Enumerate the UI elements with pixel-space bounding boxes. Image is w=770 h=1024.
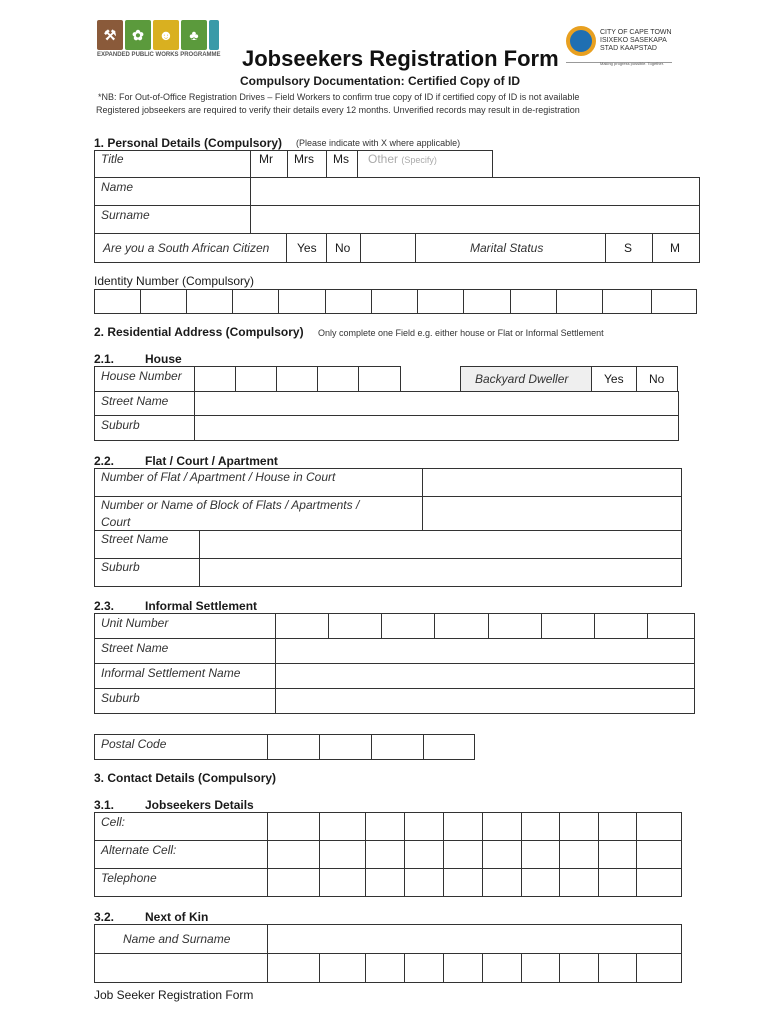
alt-cell-digit[interactable] xyxy=(365,840,405,869)
mr-label: Mr xyxy=(259,152,273,166)
flat-street-label: Street Name xyxy=(101,532,169,546)
alt-cell-digit[interactable] xyxy=(267,840,320,869)
s23-number: 2.3. xyxy=(94,599,115,613)
kin-phone-label-cell xyxy=(94,953,268,983)
s32-title: Next of Kin xyxy=(145,910,209,924)
id-digit-1[interactable] xyxy=(94,289,141,314)
cell-digit[interactable] xyxy=(404,812,444,841)
unit-number-label: Unit Number xyxy=(101,616,169,630)
epwp-caption: EXPANDED PUBLIC WORKS PROGRAMME xyxy=(97,52,221,58)
postal-digit-3[interactable] xyxy=(371,734,424,760)
cct-name-line2: ISIXEKO SASEKAPA xyxy=(600,37,667,44)
s21-number: 2.1. xyxy=(94,352,115,366)
id-label: Identity Number (Compulsory) xyxy=(94,274,255,288)
cct-name-line1: CITY OF CAPE TOWN xyxy=(600,29,672,36)
footer-text: Job Seeker Registration Form xyxy=(94,988,254,1002)
telephone-digit[interactable] xyxy=(319,868,366,897)
citizen-no-label: No xyxy=(335,241,351,255)
s22-number: 2.2. xyxy=(94,454,115,468)
id-digit-11[interactable] xyxy=(556,289,603,314)
name-label: Name xyxy=(101,180,134,194)
kin-phone-digit[interactable] xyxy=(319,953,366,983)
unit-digit-1[interactable] xyxy=(275,613,329,639)
unit-digit-2[interactable] xyxy=(328,613,382,639)
epwp-tile-person-icon: ☻ xyxy=(153,20,179,50)
s31-title: Jobseekers Details xyxy=(145,798,254,812)
cell-label: Cell: xyxy=(101,815,126,829)
name-field[interactable] xyxy=(250,177,700,206)
section3-heading: 3. Contact Details (Compulsory) xyxy=(94,771,277,785)
section2-heading: 2. Residential Address (Compulsory) xyxy=(94,325,304,339)
alt-cell-digit[interactable] xyxy=(319,840,366,869)
kin-phone-digit[interactable] xyxy=(482,953,522,983)
citizen-label: Are you a South African Citizen xyxy=(103,241,270,255)
house-street-label: Street Name xyxy=(101,394,169,408)
house-digit-5[interactable] xyxy=(358,366,401,392)
backyard-label: Backyard Dweller xyxy=(475,372,569,386)
informal-name-label: Informal Settlement Name xyxy=(101,666,241,680)
cell-digit[interactable] xyxy=(365,812,405,841)
unit-digit-7[interactable] xyxy=(594,613,648,639)
kin-name-field[interactable] xyxy=(267,924,682,954)
telephone-digit[interactable] xyxy=(636,868,682,897)
other-text: Other xyxy=(368,152,399,166)
alt-cell-digit[interactable] xyxy=(482,840,522,869)
unit-digit-5[interactable] xyxy=(488,613,542,639)
telephone-label: Telephone xyxy=(101,871,157,885)
cell-digit[interactable] xyxy=(443,812,483,841)
postal-digit-2[interactable] xyxy=(319,734,372,760)
alt-cell-digit[interactable] xyxy=(636,840,682,869)
alt-cell-digit[interactable] xyxy=(598,840,637,869)
telephone-digit[interactable] xyxy=(521,868,560,897)
house-digit-1[interactable] xyxy=(194,366,236,392)
telephone-digit[interactable] xyxy=(267,868,320,897)
block-field[interactable] xyxy=(422,496,682,531)
cct-emblem-icon xyxy=(566,26,596,56)
alt-cell-digit[interactable] xyxy=(443,840,483,869)
cell-digit[interactable] xyxy=(521,812,560,841)
backyard-no-label: No xyxy=(649,372,665,386)
id-digit-12[interactable] xyxy=(602,289,652,314)
epwp-tile-tree-icon: ♣ xyxy=(181,20,207,50)
alt-cell-digit[interactable] xyxy=(559,840,599,869)
house-number-label: House Number xyxy=(101,369,182,383)
mrs-label: Mrs xyxy=(294,152,314,166)
marital-single-label: S xyxy=(624,241,633,255)
cell-digit[interactable] xyxy=(559,812,599,841)
citizen-yes-label: Yes xyxy=(297,241,317,255)
telephone-digit[interactable] xyxy=(365,868,405,897)
id-digit-7[interactable] xyxy=(371,289,418,314)
unit-digit-4[interactable] xyxy=(434,613,489,639)
informal-street-field[interactable] xyxy=(275,638,695,664)
alt-cell-digit[interactable] xyxy=(404,840,444,869)
telephone-digit[interactable] xyxy=(482,868,522,897)
backyard-yes-label: Yes xyxy=(604,372,624,386)
unit-digit-3[interactable] xyxy=(381,613,435,639)
flat-street-field[interactable] xyxy=(199,530,682,559)
telephone-digit[interactable] xyxy=(443,868,483,897)
informal-suburb-label: Suburb xyxy=(101,691,140,705)
flat-number-field[interactable] xyxy=(422,468,682,497)
surname-field[interactable] xyxy=(250,205,700,234)
specify-text: (Specify) xyxy=(401,155,437,165)
s31-number: 3.1. xyxy=(94,798,115,812)
s22-title: Flat / Court / Apartment xyxy=(145,454,278,468)
marital-label: Marital Status xyxy=(470,241,544,255)
epwp-tile-tools-icon: ⚒ xyxy=(97,20,123,50)
block-label-line1: Number or Name of Block of Flats / Apartments / xyxy=(101,498,360,512)
kin-phone-digit[interactable] xyxy=(598,953,637,983)
cct-name-line3: STAD KAAPSTAD xyxy=(600,45,657,52)
citizen-blank-cell[interactable] xyxy=(360,233,416,263)
informal-suburb-field[interactable] xyxy=(275,688,695,714)
postal-digit-1[interactable] xyxy=(267,734,320,760)
flat-number-label: Number of Flat / Apartment / House in Court xyxy=(101,470,336,484)
unit-digit-8[interactable] xyxy=(647,613,695,639)
house-street-field[interactable] xyxy=(194,391,679,416)
marital-married-label: M xyxy=(670,241,680,255)
s32-number: 3.2. xyxy=(94,910,115,924)
subtitle: Compulsory Documentation: Certified Copy of ID xyxy=(240,74,521,88)
cell-digit[interactable] xyxy=(267,812,320,841)
s21-title: House xyxy=(145,352,182,366)
telephone-digit[interactable] xyxy=(404,868,444,897)
epwp-tile-leaf-icon: ✿ xyxy=(125,20,151,50)
cct-tagline: Making progress possible. Together. xyxy=(600,61,664,66)
kin-phone-digit[interactable] xyxy=(404,953,444,983)
alt-cell-digit[interactable] xyxy=(521,840,560,869)
informal-name-field[interactable] xyxy=(275,663,695,689)
alt-cell-label: Alternate Cell: xyxy=(101,843,177,857)
block-label-line2: Court xyxy=(101,515,131,529)
kin-phone-digit[interactable] xyxy=(443,953,483,983)
id-digit-6[interactable] xyxy=(325,289,372,314)
house-digit-4[interactable] xyxy=(317,366,359,392)
kin-phone-digit[interactable] xyxy=(559,953,599,983)
section1-heading: 1. Personal Details (Compulsory) xyxy=(94,136,283,150)
id-digit-8[interactable] xyxy=(417,289,464,314)
nb-line-2: Registered jobseekers are required to verify their details every 12 months. Unverified records may result in de-registration xyxy=(96,105,580,115)
id-digit-2[interactable] xyxy=(140,289,187,314)
section1-note: (Please indicate with X where applicable) xyxy=(296,138,461,148)
unit-digit-6[interactable] xyxy=(541,613,595,639)
house-digit-2[interactable] xyxy=(235,366,277,392)
kin-phone-digit[interactable] xyxy=(521,953,560,983)
section2-note: Only complete one Field e.g. either house or Flat or Informal Settlement xyxy=(318,328,604,338)
ms-label: Ms xyxy=(333,152,349,166)
nb-line-1: *NB: For Out-of-Office Registration Drives – Field Workers to confirm true copy of ID if certified copy of ID is not available xyxy=(98,92,580,102)
epwp-tile-family-icon xyxy=(209,20,219,50)
telephone-digit[interactable] xyxy=(559,868,599,897)
cell-digit[interactable] xyxy=(598,812,637,841)
id-digit-10[interactable] xyxy=(510,289,557,314)
id-digit-4[interactable] xyxy=(232,289,279,314)
surname-label: Surname xyxy=(101,208,150,222)
title-label: Title xyxy=(101,152,124,166)
kin-phone-digit[interactable] xyxy=(365,953,405,983)
page-title: Jobseekers Registration Form xyxy=(242,46,559,71)
house-suburb-label: Suburb xyxy=(101,418,140,432)
cell-digit[interactable] xyxy=(636,812,682,841)
cell-digit[interactable] xyxy=(482,812,522,841)
id-digit-5[interactable] xyxy=(278,289,326,314)
flat-suburb-label: Suburb xyxy=(101,560,140,574)
id-digit-3[interactable] xyxy=(186,289,233,314)
s23-title: Informal Settlement xyxy=(145,599,258,613)
postal-digit-4[interactable] xyxy=(423,734,475,760)
other-label xyxy=(368,152,437,166)
informal-street-label: Street Name xyxy=(101,641,169,655)
house-digit-3[interactable] xyxy=(276,366,318,392)
postal-code-label: Postal Code xyxy=(101,737,167,751)
kin-phone-digit[interactable] xyxy=(267,953,320,983)
telephone-digit[interactable] xyxy=(598,868,637,897)
id-digit-9[interactable] xyxy=(463,289,511,314)
flat-suburb-field[interactable] xyxy=(199,558,682,587)
id-digit-13[interactable] xyxy=(651,289,697,314)
kin-name-label: Name and Surname xyxy=(123,932,231,946)
house-suburb-field[interactable] xyxy=(194,415,679,441)
cell-digit[interactable] xyxy=(319,812,366,841)
kin-phone-digit[interactable] xyxy=(636,953,682,983)
